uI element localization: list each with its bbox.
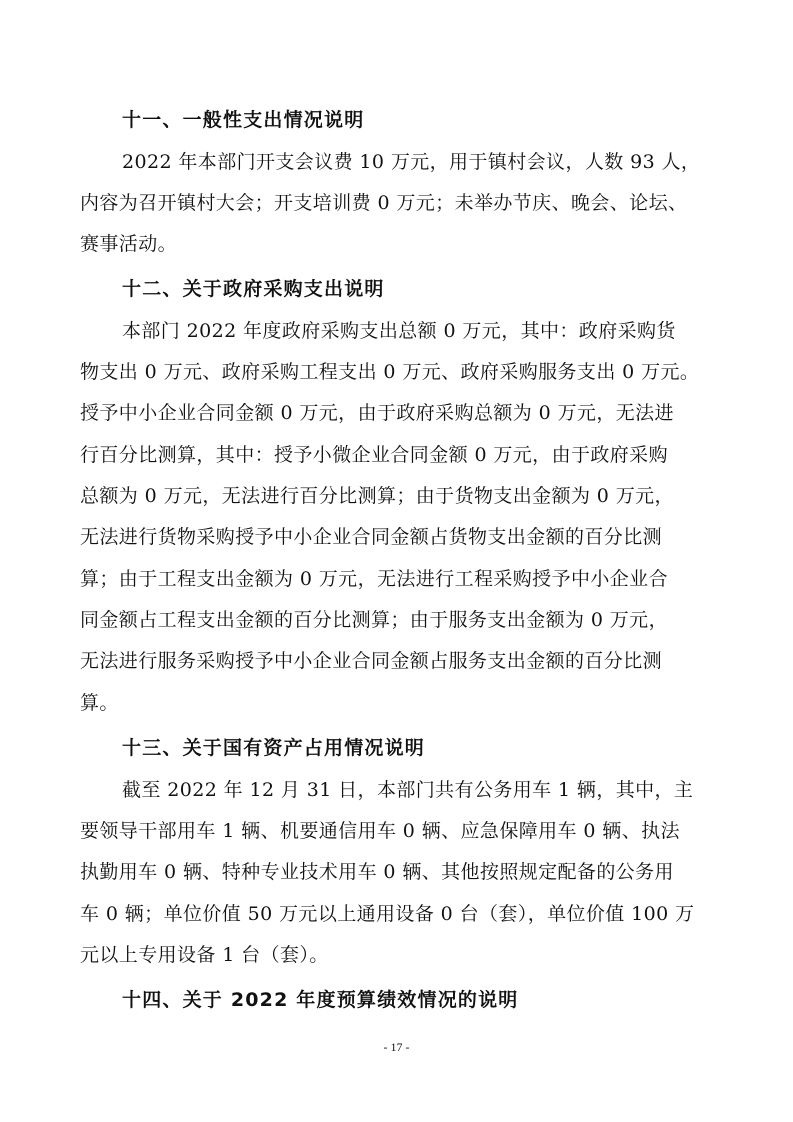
paragraph-line: 物支出 0 万元、政府采购工程支出 0 万元、政府采购服务支出 0 万元。 (80, 361, 700, 383)
paragraph-line: 赛事活动。 (80, 233, 178, 255)
page-number: - 17 - (383, 1040, 410, 1054)
paragraph-line: 内容为召开镇村大会；开支培训费 0 万元；未举办节庆、晚会、论坛、 (80, 192, 688, 214)
paragraph-line: 执勤用车 0 辆、特种专业技术用车 0 辆、其他按照规定配备的公务用 (80, 861, 674, 883)
paragraph-line: 行百分比测算，其中：授予小微企业合同金额 0 万元，由于政府采购 (80, 444, 668, 466)
paragraph-line: 元以上专用设备 1 台（套）。 (80, 944, 329, 966)
paragraph-line: 算；由于工程支出金额为 0 万元，无法进行工程采购授予中小企业合 (80, 568, 668, 590)
section-heading-14: 十四、关于 2022 年度预算绩效情况的说明 (122, 989, 519, 1011)
paragraph-line: 截至 2022 年 12 月 31 日，本部门共有公务用车 1 辆，其中，主 (122, 779, 694, 801)
paragraph-line: 授予中小企业合同金额 0 万元，由于政府采购总额为 0 万元，无法进 (80, 402, 674, 424)
paragraph-line: 无法进行服务采购授予中小企业合同金额占服务支出金额的百分比测 (80, 650, 663, 672)
paragraph-line: 无法进行货物采购授予中小企业合同金额占货物支出金额的百分比测 (80, 526, 663, 548)
paragraph-line: 同金额占工程支出金额的百分比测算；由于服务支出金额为 0 万元， (80, 609, 668, 631)
section-heading-12: 十二、关于政府采购支出说明 (122, 278, 385, 300)
paragraph-line: 总额为 0 万元，无法进行百分比测算；由于货物支出金额为 0 万元， (80, 485, 674, 507)
paragraph-line: 车 0 辆；单位价值 50 万元以上通用设备 0 台（套），单位价值 100 万 (80, 903, 695, 925)
section-heading-11: 十一、一般性支出情况说明 (122, 109, 365, 131)
section-heading-13: 十三、关于国有资产占用情况说明 (122, 737, 426, 759)
paragraph-line: 要领导干部用车 1 辆、机要通信用车 0 辆、应急保障用车 0 辆、执法 (80, 820, 680, 842)
paragraph-line: 算。 (80, 692, 119, 714)
paragraph-line: 2022 年本部门开支会议费 10 万元，用于镇村会议，人数 93 人， (122, 151, 701, 173)
paragraph-line: 本部门 2022 年度政府采购支出总额 0 万元，其中：政府采购货 (122, 320, 676, 342)
